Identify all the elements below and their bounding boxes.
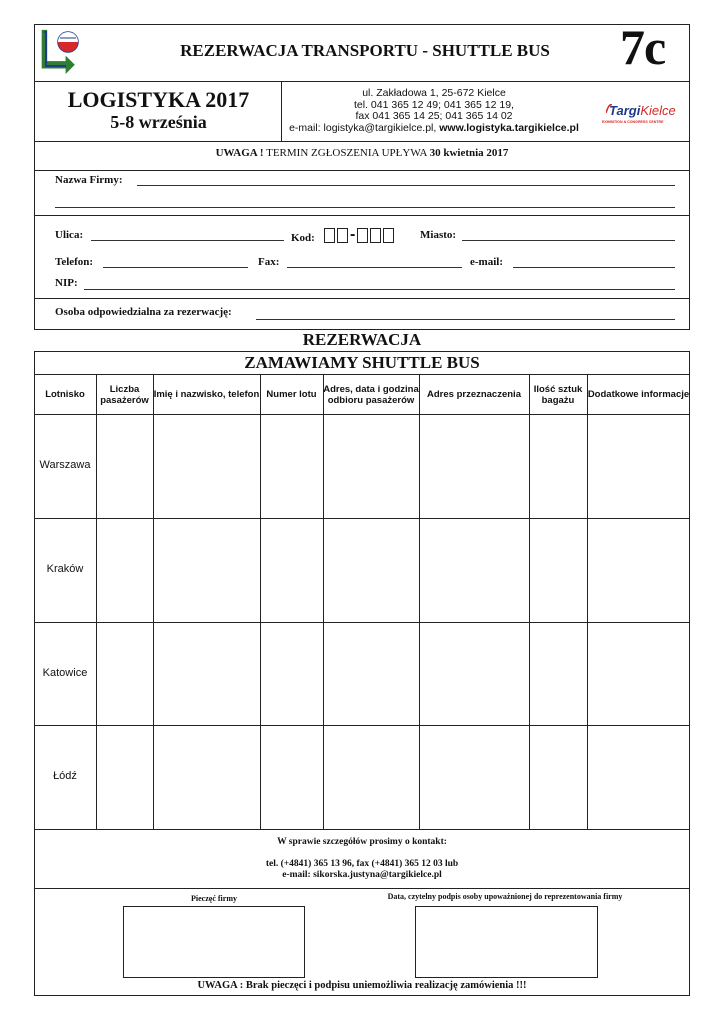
col-line: [153, 374, 154, 829]
phone-line: tel. 041 365 12 49; 041 365 12 19,: [354, 98, 514, 111]
form-title: REZERWACJA TRANSPORTU - SHUTTLE BUS: [180, 41, 550, 60]
city-field[interactable]: [462, 240, 675, 241]
col-line: [419, 374, 420, 829]
postal-digit[interactable]: [337, 228, 348, 243]
reservation-table: [34, 351, 690, 889]
fax-label: Fax:: [258, 256, 280, 268]
targi-kielce-logo: [600, 103, 690, 127]
form-code: 7c: [620, 19, 666, 75]
signature-box[interactable]: [415, 906, 598, 978]
contact-phone: tel. (+4841) 365 13 96, fax (+4841) 365 12 03 lub: [265, 859, 459, 869]
table-row-katowice: Katowice: [42, 667, 88, 679]
company-name-field-2[interactable]: [55, 207, 675, 208]
event-name: LOGISTYKA 2017: [67, 87, 250, 112]
col-line: [96, 374, 97, 829]
table-divider-header: [34, 414, 690, 415]
company-name-field[interactable]: [137, 185, 675, 186]
deadline-notice: [34, 147, 690, 159]
email-text: e-mail: logistyka@targikielce.pl,: [289, 121, 440, 134]
contact-email[interactable]: e-mail: sikorska.justyna@targikielce.pl: [282, 870, 442, 880]
brand-targi: Targi: [609, 103, 641, 118]
table-row-krakow: Kraków: [46, 563, 84, 575]
notice-text: TERMIN ZGŁOSZENIA UPŁYWA: [263, 147, 430, 159]
organizer-address: [283, 88, 585, 134]
postal-dash: -: [350, 226, 356, 244]
postal-digit[interactable]: [370, 228, 381, 243]
col-header-passengers: Liczba pasażerów: [100, 383, 149, 406]
postal-digit[interactable]: [324, 228, 335, 243]
fax-field[interactable]: [287, 267, 462, 268]
reservation-heading: REZERWACJA: [302, 330, 422, 349]
col-header-destination: Adres przeznaczenia: [427, 389, 521, 400]
postal-code-field[interactable]: [324, 226, 396, 244]
col-header-notes: Dodatkowe informacje: [587, 389, 690, 400]
postal-code-label: Kod:: [291, 232, 315, 244]
nip-label: NIP:: [55, 277, 78, 289]
contact-intro: W sprawie szczegółów prosimy o kontakt:: [277, 837, 447, 847]
header-divider-1: [34, 81, 690, 82]
row-line: [34, 518, 690, 519]
col-header-pickup: Adres, data i godzina odbioru pasażerów: [323, 383, 419, 406]
logistyka-logo: [38, 28, 86, 76]
address-line: ul. Zakładowa 1, 25-672 Kielce: [362, 87, 506, 99]
fax-line: fax 041 365 14 25; 041 365 14 02: [355, 110, 513, 122]
phone-label: Telefon:: [55, 256, 94, 268]
col-header-flight: Numer lotu: [266, 389, 317, 400]
event-dates: 5-8 września: [110, 112, 207, 132]
city-label: Miasto:: [420, 229, 457, 241]
company-name-label: Nazwa Firmy:: [55, 174, 123, 186]
col-line: [587, 374, 588, 829]
col-header-luggage: Ilość sztuk bagażu: [533, 383, 583, 406]
postal-digit[interactable]: [383, 228, 394, 243]
row-line: [34, 725, 690, 726]
street-label: Ulica:: [55, 229, 84, 241]
person-divider: [34, 298, 690, 299]
row-line: [34, 622, 690, 623]
col-header-airport: Lotnisko: [45, 389, 85, 400]
responsible-person-field[interactable]: [256, 319, 675, 320]
header-divider-v: [281, 81, 282, 141]
notice-deadline: 30 kwietnia 2017: [429, 147, 509, 159]
nip-field[interactable]: [84, 289, 675, 290]
col-line: [260, 374, 261, 829]
reservation-subheading: ZAMAWIAMY SHUTTLE BUS: [244, 353, 480, 372]
email-line: [283, 123, 585, 135]
header-divider-2: [34, 141, 690, 142]
col-line: [323, 374, 324, 829]
stamp-box[interactable]: [123, 906, 305, 978]
stamp-signature-warning: UWAGA : Brak pieczęci i podpisu uniemożliwia realizację zamówienia !!!: [197, 980, 527, 991]
table-row-warszawa: Warszawa: [39, 459, 91, 471]
email-field[interactable]: [513, 267, 675, 268]
col-header-name-phone: Imię i nazwisko, telefon: [153, 389, 260, 400]
email-label: e-mail:: [470, 256, 503, 268]
stamp-label: Pieczęć firmy: [191, 894, 237, 903]
responsible-person-label: Osoba odpowiedzialna za rezerwację:: [55, 306, 232, 318]
brand-kielce: Kielce: [640, 103, 676, 118]
notice-uwaga: UWAGA !: [215, 147, 264, 159]
row-line: [34, 829, 690, 830]
street-field[interactable]: [91, 240, 284, 241]
website-link[interactable]: www.logistyka.targikielce.pl: [439, 121, 579, 134]
phone-field[interactable]: [103, 267, 248, 268]
brand-tagline: EXHIBITION & CONGRESS CENTRE: [602, 120, 664, 124]
contact-info: [34, 837, 690, 881]
postal-digit[interactable]: [357, 228, 368, 243]
col-line: [529, 374, 530, 829]
signature-label: Data, czytelny podpis osoby upoważnionej do reprezentowania firmy: [387, 892, 623, 901]
table-row-lodz: Łódź: [53, 770, 77, 782]
